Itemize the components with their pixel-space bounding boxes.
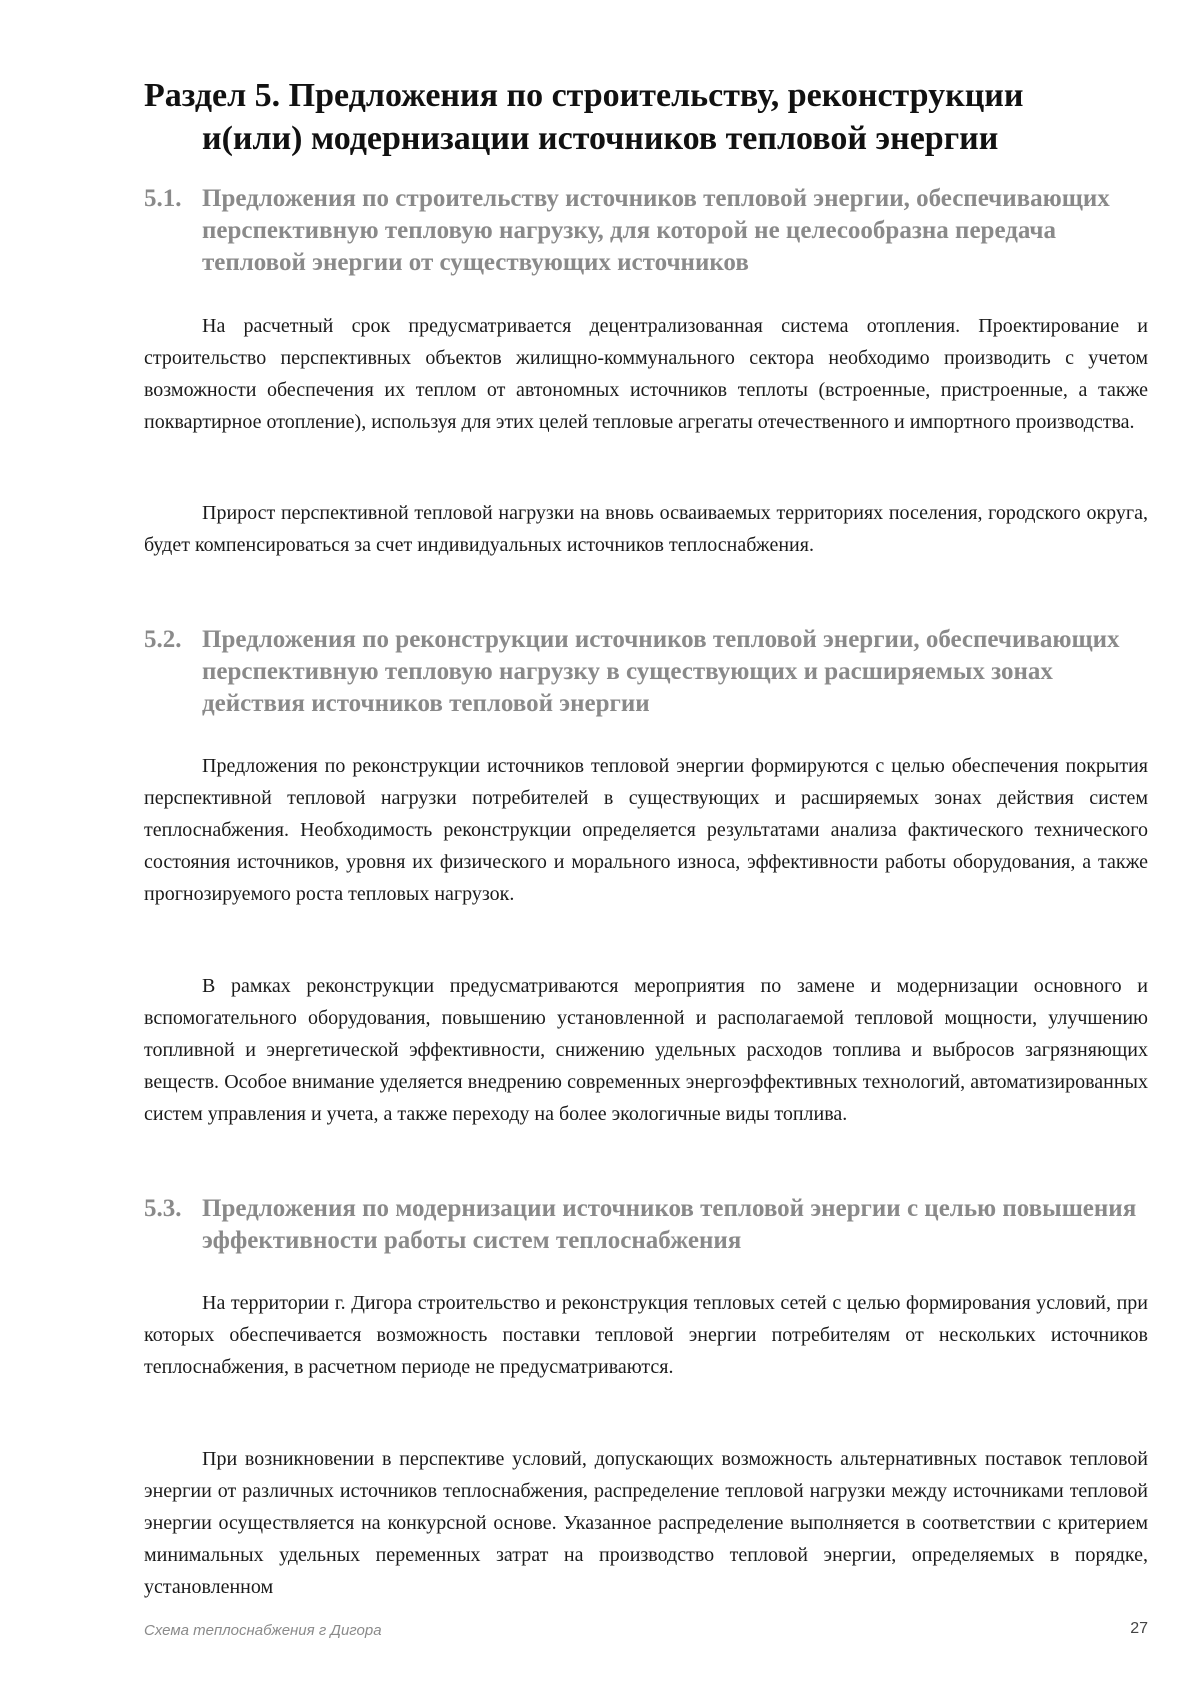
paragraph: Прирост перспективной тепловой нагрузки на вновь осваиваемых территориях поселения, городского округа, будет компенсироваться за счет индивидуальных источников теплоснабжения. [144, 502, 1148, 556]
section-5-2-paragraph-1 [144, 750, 1148, 910]
chapter-title-line-1: Раздел 5. Предложения по строительству, реконструкции [144, 77, 1024, 114]
paragraph: При возникновении в перспективе условий, допускающих возможность альтернативных поставок тепловой энергии от различных источников теплоснабжения, распределение тепловой нагрузки между источниками тепловой энергии осуществляется на конкурсной основе. Указанное распределение выполняется в соответствии с критерием минимальных удельных переменных затрат на производство тепловой энергии, определяемых в порядке, установленном [144, 1448, 1148, 1598]
section-5-3-paragraph-2 [144, 1443, 1148, 1603]
section-5-3-paragraph-1 [144, 1287, 1148, 1383]
section-5-1-paragraph-2 [144, 497, 1148, 561]
paragraph: На расчетный срок предусматривается децентрализованная система отопления. Проектирование и строительство перспективных объектов жилищно-коммунального сектора необходимо производить с учетом возможности обеспечения их теплом от автономных источников теплоты (встроенные, пристроенные, а также поквартирное отопление), используя для этих целей тепловые агрегаты отечественного и импортного производства. [144, 315, 1148, 433]
paragraph: На территории г. Дигора строительство и реконструкция тепловых сетей с целью формирования условий, при которых обеспечивается возможность поставки тепловой энергии потребителям от нескольких источников теплоснабжения, в расчетном периоде не предусматриваются. [144, 1292, 1148, 1378]
section-5-3 [144, 1193, 1148, 1257]
section-heading [144, 1193, 1148, 1257]
section-heading-text: Предложения по строительству источников тепловой энергии, обеспечивающих перспективную тепловую нагрузку, для которой не целесообразна передача тепловой энергии от существующих источников [202, 185, 1110, 276]
section-heading [144, 624, 1148, 720]
section-5-2 [144, 624, 1148, 720]
section-number: 5.1. [144, 185, 182, 212]
section-heading-text: Предложения по реконструкции источников тепловой энергии, обеспечивающих перспективную тепловую нагрузку в существующих и расширяемых зонах действия источников тепловой энергии [202, 626, 1120, 717]
document-page [144, 0, 1148, 1697]
section-number: 5.3. [144, 1195, 182, 1222]
section-5-1-paragraph-1 [144, 310, 1148, 438]
section-5-2-paragraph-2 [144, 970, 1148, 1130]
paragraph: Предложения по реконструкции источников тепловой энергии формируются с целью обеспечения покрытия перспективной тепловой нагрузки потребителей в существующих и расширяемых зонах действия систем теплоснабжения. Необходимость реконструкции определяется результатами анализа фактического технического состояния источников, уровня их физического и морального износа, эффективности работы оборудования, а также прогнозируемого роста тепловых нагрузок. [144, 755, 1148, 905]
chapter-title-line-2: и(или) модернизации источников тепловой энергии [202, 120, 999, 157]
footer-page-number: 27 [1130, 1620, 1148, 1637]
paragraph: В рамках реконструкции предусматриваются мероприятия по замене и модернизации основного и вспомогательного оборудования, повышению установленной и располагаемой тепловой мощности, улучшению топливной и энергетической эффективности, снижению удельных расходов топлива и выбросов загрязняющих веществ. Особое внимание уделяется внедрению современных энергоэффективных технологий, автоматизированных систем управления и учета, а также переходу на более экологичные виды топлива. [144, 975, 1148, 1125]
chapter-title [144, 74, 1148, 160]
section-number: 5.2. [144, 626, 182, 653]
section-heading [144, 183, 1148, 279]
section-5-1 [144, 183, 1148, 279]
section-heading-text: Предложения по модернизации источников тепловой энергии с целью повышения эффективности работы систем теплоснабжения [202, 1195, 1137, 1254]
footer-document-name: Схема теплоснабжения г Дигора [144, 1622, 382, 1639]
